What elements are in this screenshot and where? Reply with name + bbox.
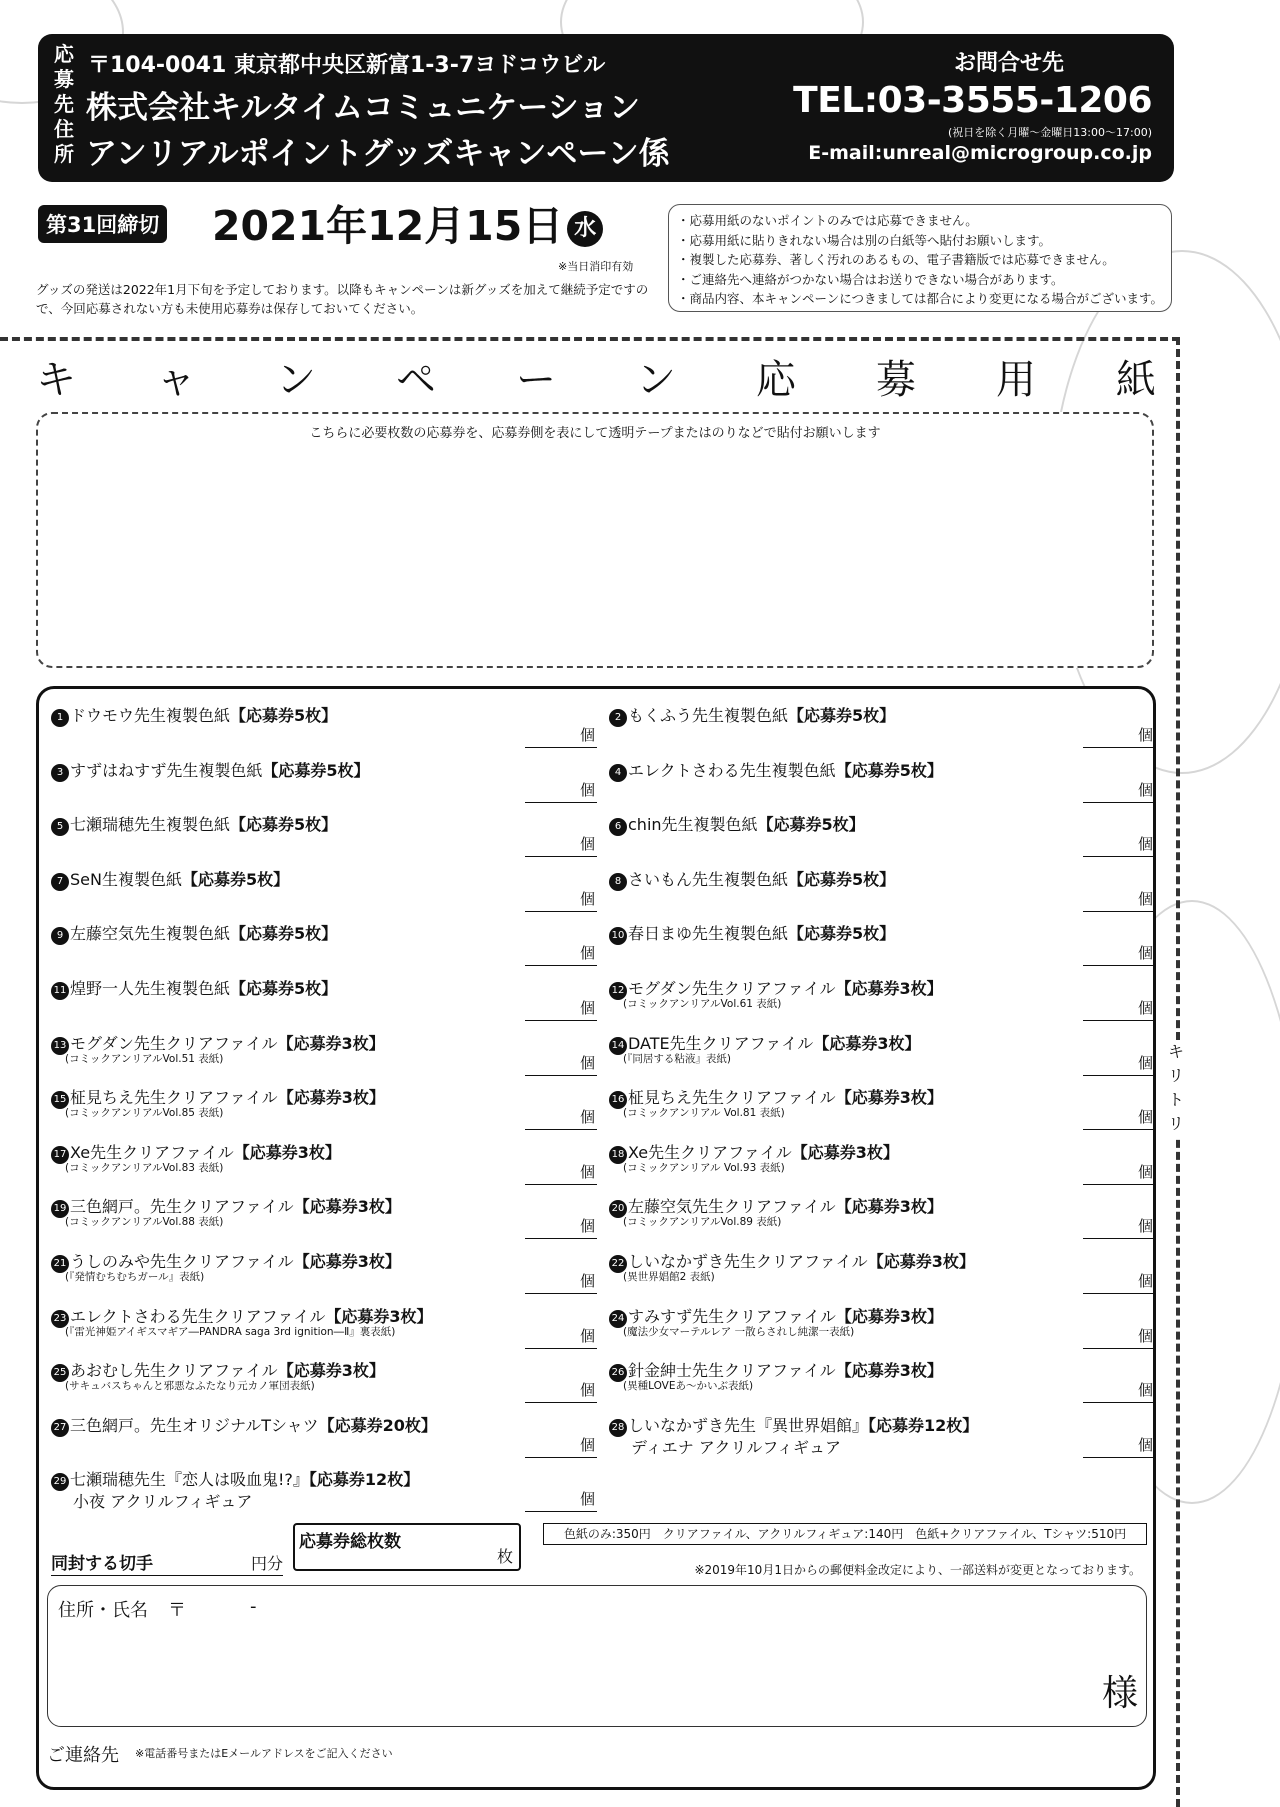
item-name: 柾見ちえ先生クリアファイル	[628, 1088, 836, 1108]
item-number-badge: 7	[51, 873, 69, 891]
list-item	[609, 703, 1153, 755]
item-ticket-count: 【応募券3枚】	[867, 1252, 975, 1271]
quantity-unit: 個	[1137, 889, 1153, 908]
item-number-badge: 17	[51, 1146, 69, 1164]
deadline-date-text: 2021年12月15日	[212, 202, 564, 250]
item-subtitle: (コミックアンリアル Vol.81 表紙)	[623, 1107, 785, 1120]
form-title-char: ー	[516, 357, 556, 403]
list-item	[609, 758, 1153, 810]
ticket-paste-area[interactable]	[36, 412, 1154, 668]
item-subtitle: (『発情むちむちガール』表紙)	[65, 1271, 205, 1283]
item-subtitle: (コミックアンリアルVol.85 表紙)	[65, 1107, 224, 1120]
item-number-badge: 27	[51, 1419, 69, 1437]
quantity-unit: 個	[1137, 1381, 1153, 1400]
stamp-amount-field[interactable]	[51, 1545, 283, 1576]
quantity-field[interactable]	[525, 1160, 597, 1185]
vertical-label-char: 募	[54, 67, 74, 91]
weekday-badge: 水	[567, 211, 603, 247]
item-ticket-count: 【応募券5枚】	[788, 706, 896, 725]
quantity-unit: 個	[579, 1435, 595, 1454]
quantity-unit: 個	[1137, 1108, 1153, 1127]
item-ticket-count: 【応募券5枚】	[230, 924, 338, 944]
stamp-label: 同封する切手	[51, 1554, 153, 1574]
item-name: すみすず先生クリアファイル	[628, 1306, 836, 1326]
item-number-badge: 13	[51, 1037, 69, 1055]
list-item	[51, 703, 595, 755]
quantity-unit: 個	[1137, 1217, 1153, 1236]
item-name: あおむし先生クリアファイル	[70, 1361, 278, 1381]
quantity-field[interactable]	[1083, 723, 1155, 748]
note-line: ・応募用紙のないポイントのみでは応募できません。	[677, 213, 978, 228]
item-number-badge: 25	[51, 1364, 69, 1382]
contact-label: ご連絡先	[47, 1745, 119, 1766]
item-ticket-count: 【応募券3枚】	[293, 1252, 401, 1271]
quantity-field[interactable]	[525, 778, 597, 803]
item-subtitle: (異世界娼館2 表紙)	[623, 1271, 715, 1283]
item-ticket-count: 【応募券5枚】	[230, 706, 338, 725]
postal-dash: -	[250, 1596, 257, 1617]
form-title-char: 紙	[1116, 357, 1156, 403]
quantity-field[interactable]	[1083, 1051, 1155, 1076]
item-number-badge: 21	[51, 1255, 69, 1273]
form-title-char: 募	[876, 357, 916, 403]
item-second-line: ディエナ アクリルフィギュア	[631, 1437, 842, 1457]
postage-note: ※2019年10月1日からの郵便料金改定により、一部送料が変更となっております。	[694, 1563, 1141, 1577]
quantity-field[interactable]	[525, 1433, 597, 1458]
item-name: Xe先生クリアファイル	[628, 1142, 792, 1162]
vertical-label-char: 応	[54, 42, 74, 66]
cut-line-top	[0, 337, 1180, 341]
item-ticket-count: 【応募券3枚】	[835, 1361, 943, 1381]
item-subtitle: (コミックアンリアル Vol.93 表紙)	[623, 1161, 785, 1174]
quantity-unit: 個	[1137, 1326, 1153, 1345]
item-subtitle: (サキュバスちゃんと邪悪なふたなり元カノ軍団表紙)	[65, 1380, 315, 1393]
postage-info: 色紙のみ:350円 クリアファイル、アクリルフィギュア:140円 色紙+クリアファイル、Tシャツ:510円	[543, 1523, 1147, 1545]
list-item	[609, 1358, 1153, 1410]
item-label	[51, 867, 289, 891]
item-number-badge: 12	[609, 982, 627, 1000]
deadline-badge: 第31回締切	[38, 205, 167, 243]
item-label	[51, 758, 369, 782]
list-item	[51, 1358, 595, 1410]
item-ticket-count: 【応募券3枚】	[277, 1088, 385, 1108]
total-tickets-field[interactable]	[293, 1523, 521, 1571]
item-label	[609, 812, 865, 836]
item-name: 柾見ちえ先生クリアファイル	[70, 1088, 278, 1108]
item-number-badge: 11	[51, 982, 69, 1000]
quantity-field[interactable]	[525, 887, 597, 912]
item-number-badge: 14	[609, 1037, 627, 1055]
notes-box	[668, 204, 1172, 312]
list-item	[609, 1304, 1153, 1356]
quantity-unit: 個	[579, 1326, 595, 1345]
quantity-unit: 個	[579, 1217, 595, 1236]
item-ticket-count: 【応募券3枚】	[835, 979, 943, 998]
item-ticket-count: 【応募券5枚】	[835, 760, 943, 780]
postal-address: 〒104-0041 東京都中央区新富1-3-7ヨドコウビル	[88, 53, 606, 78]
item-label	[609, 758, 943, 782]
item-ticket-count: 【応募券3枚】	[791, 1142, 899, 1162]
item-name: DATE先生クリアファイル	[628, 1033, 814, 1053]
list-item	[609, 1140, 1153, 1192]
item-number-badge: 9	[51, 927, 69, 945]
contact-note: ※電話番号またはEメールアドレスをご記入ください	[135, 1747, 393, 1760]
vertical-label-char: 住	[54, 117, 74, 141]
quantity-unit: 個	[1137, 835, 1153, 854]
quantity-field[interactable]	[525, 1378, 597, 1403]
list-item	[609, 976, 1153, 1028]
item-name: SeN生複製色紙	[70, 869, 182, 889]
item-name: 春日まゆ先生複製色紙	[628, 924, 789, 944]
item-ticket-count: 【応募券12枚】	[308, 1470, 420, 1490]
item-number-badge: 19	[51, 1200, 69, 1218]
item-number-badge: 10	[609, 927, 627, 945]
item-ticket-count: 【応募券12枚】	[868, 1415, 979, 1435]
item-number-badge: 4	[609, 764, 627, 782]
quantity-unit: 個	[1137, 726, 1153, 744]
cut-label-char: リ	[1167, 1066, 1184, 1085]
item-name: しいなかずき先生『異世界娼館』	[628, 1415, 869, 1435]
item-ticket-count: 【応募券3枚】	[293, 1197, 401, 1217]
item-name: 三色網戸。先生オリジナルTシャツ	[70, 1415, 319, 1435]
list-item	[609, 1194, 1153, 1246]
quantity-field[interactable]	[1083, 887, 1155, 912]
item-subtitle: (コミックアンリアルVol.89 表紙)	[623, 1216, 782, 1229]
list-item	[51, 867, 595, 919]
note-line: ・応募用紙に貼りきれない場合は別の白紙等へ貼付お願いします。	[677, 232, 1052, 248]
item-subtitle: (『雷光神姫アイギスマギア―PANDRA saga 3rd ignition―Ⅱ』裏表紙)	[65, 1325, 396, 1338]
item-subtitle: (コミックアンリアルVol.51 表紙)	[65, 1052, 224, 1065]
form-title-char: キ	[36, 357, 76, 403]
quantity-unit: 個	[579, 1490, 595, 1509]
item-number-badge: 3	[51, 764, 69, 782]
contact-field[interactable]	[47, 1729, 1145, 1769]
item-number-badge: 28	[609, 1419, 627, 1437]
quantity-field[interactable]	[1083, 941, 1155, 966]
item-number-badge: 26	[609, 1364, 627, 1382]
item-ticket-count: 【応募券3枚】	[835, 1088, 943, 1108]
office-hours: (祝日を除く月曜～金曜日13:00～17:00)	[948, 126, 1152, 139]
quantity-field[interactable]	[525, 996, 597, 1021]
list-item	[609, 1413, 1153, 1465]
item-ticket-count: 【応募券5枚】	[757, 815, 865, 835]
deadline-date	[212, 193, 603, 252]
note-line: ・ご連絡先へ連絡がつかない場合はお送りできない場合があります。	[677, 271, 1064, 287]
item-name: エレクトさわる先生クリアファイル	[70, 1306, 326, 1326]
list-item	[51, 1249, 595, 1301]
item-label	[51, 976, 337, 1000]
quantity-unit: 個	[579, 1108, 595, 1127]
item-name: モグダン先生クリアファイル	[70, 1033, 278, 1053]
item-number-badge: 23	[51, 1310, 69, 1328]
list-item	[609, 1249, 1153, 1301]
item-subtitle: (『同居する粘液』表紙)	[623, 1052, 731, 1065]
list-item	[51, 1413, 595, 1465]
quantity-field[interactable]	[1083, 1160, 1155, 1185]
item-ticket-count: 【応募券20枚】	[318, 1415, 437, 1435]
quantity-field[interactable]	[1083, 1378, 1155, 1403]
postmark-note: ※当日消印有効	[558, 260, 634, 273]
form-title-char: ン	[636, 357, 676, 403]
item-name: 七瀬瑞穂先生『恋人は吸血鬼!?』	[70, 1470, 309, 1490]
item-name: 針金紳士先生クリアファイル	[628, 1361, 836, 1381]
shipping-note: グッズの発送は2022年1月下旬を予定しております。以降もキャンペーンは新グッズを加えて継続予定ですので、今回応募されない方も未使用応募券は保存しておいてください。	[36, 282, 649, 316]
item-label	[609, 703, 895, 727]
item-number-badge: 16	[609, 1091, 627, 1109]
quantity-field[interactable]	[525, 941, 597, 966]
item-subtitle: (コミックアンリアルVol.61 表紙)	[623, 998, 782, 1010]
item-ticket-count: 【応募券3枚】	[325, 1306, 433, 1326]
item-ticket-count: 【応募券3枚】	[835, 1306, 943, 1326]
item-number-badge: 15	[51, 1091, 69, 1109]
quantity-field[interactable]	[525, 1487, 597, 1512]
quantity-unit: 個	[579, 889, 595, 908]
mailing-address-header	[38, 34, 1174, 182]
email-address: E-mail:unreal@microgroup.co.jp	[808, 142, 1152, 164]
item-name: Xe先生クリアファイル	[70, 1142, 234, 1162]
item-name: ドウモウ先生複製色紙	[70, 706, 231, 725]
form-title-char: ン	[276, 357, 316, 403]
item-number-badge: 5	[51, 818, 69, 836]
list-item	[51, 1140, 595, 1192]
list-item	[51, 1304, 595, 1356]
contact-title: お問合せ先	[953, 51, 1064, 76]
item-subtitle: (魔法少女マーテルレア 一散らされし純潔一表紙)	[623, 1325, 855, 1338]
item-label	[609, 867, 895, 891]
item-number-badge: 18	[609, 1146, 627, 1164]
item-label	[51, 1413, 437, 1437]
quantity-unit: 個	[1137, 780, 1153, 799]
item-name: しいなかずき先生クリアファイル	[628, 1252, 868, 1271]
address-label: 住所・氏名	[58, 1600, 148, 1621]
list-item	[51, 976, 595, 1028]
quantity-unit: 個	[579, 835, 595, 854]
quantity-unit: 個	[1137, 1053, 1153, 1072]
item-name: 煌野一人先生複製色紙	[70, 979, 231, 998]
note-line: ・商品内容、本キャンペーンにつきましては都合により変更になる場合がございます。	[677, 291, 1164, 306]
item-label	[51, 1467, 419, 1491]
list-item	[51, 1085, 595, 1137]
item-number-badge: 8	[609, 873, 627, 891]
list-item	[51, 812, 595, 864]
item-name: エレクトさわる先生複製色紙	[628, 760, 836, 780]
item-ticket-count: 【応募券5枚】	[181, 869, 290, 889]
item-number-badge: 6	[609, 818, 627, 836]
address-name-field[interactable]	[47, 1585, 1147, 1727]
quantity-unit: 個	[1137, 1162, 1153, 1181]
quantity-unit: 個	[1137, 1272, 1153, 1290]
item-ticket-count: 【応募券5枚】	[262, 760, 370, 780]
quantity-field[interactable]	[525, 1269, 597, 1294]
quantity-field[interactable]	[525, 1324, 597, 1349]
total-label: 応募券総枚数	[299, 1532, 401, 1552]
list-item	[609, 1031, 1153, 1083]
list-item	[609, 867, 1153, 919]
quantity-unit: 個	[579, 1162, 595, 1181]
paste-instruction: こちらに必要枚数の応募券を、応募券側を表にして透明テープまたはのりなどで貼付お願いします	[309, 426, 881, 441]
cut-label	[1166, 1040, 1186, 1136]
total-unit: 枚	[496, 1547, 513, 1566]
items-list-box	[36, 686, 1156, 1790]
quantity-field[interactable]	[1083, 996, 1155, 1021]
quantity-field[interactable]	[1083, 1433, 1155, 1458]
vertical-label-char: 先	[54, 92, 74, 116]
item-ticket-count: 【応募券3枚】	[277, 1361, 385, 1381]
form-title-char: 応	[756, 357, 796, 403]
telephone-number: TEL:03-3555-1206	[793, 80, 1152, 121]
quantity-field[interactable]	[1083, 1214, 1155, 1239]
item-ticket-count: 【応募券5枚】	[230, 979, 338, 998]
item-name: 左藤空気先生クリアファイル	[628, 1197, 836, 1217]
item-subtitle: (異種LOVEあ～かいぶ表紙)	[623, 1380, 754, 1393]
list-item	[51, 1194, 595, 1246]
quantity-field[interactable]	[1083, 832, 1155, 857]
item-ticket-count: 【応募券5枚】	[788, 869, 896, 889]
quantity-unit: 個	[1137, 1435, 1153, 1454]
item-ticket-count: 【応募券5枚】	[788, 924, 896, 944]
item-label	[51, 921, 337, 945]
department-name: アンリアルポイントグッズキャンペーン係	[86, 136, 670, 172]
list-item	[51, 1031, 595, 1083]
quantity-field[interactable]	[525, 1214, 597, 1239]
postal-mark: 〒	[168, 1600, 186, 1621]
item-number-badge: 1	[51, 709, 69, 727]
item-subtitle: (コミックアンリアルVol.88 表紙)	[65, 1216, 224, 1229]
quantity-field[interactable]	[525, 832, 597, 857]
quantity-field[interactable]	[1083, 1324, 1155, 1349]
list-item	[51, 758, 595, 810]
quantity-field[interactable]	[525, 723, 597, 748]
item-number-badge: 2	[609, 709, 627, 727]
quantity-field[interactable]	[525, 1105, 597, 1130]
item-name: chin先生複製色紙	[628, 815, 758, 835]
item-second-line: 小夜 アクリルフィギュア	[73, 1492, 253, 1512]
item-label	[51, 812, 337, 836]
cut-label-char: キ	[1167, 1042, 1184, 1061]
vertical-label-char: 所	[54, 142, 74, 166]
item-ticket-count: 【応募券5枚】	[230, 815, 338, 835]
item-name: すずはねすず先生複製色紙	[70, 760, 263, 780]
cut-label-char: リ	[1167, 1114, 1184, 1133]
quantity-field[interactable]	[1083, 1269, 1155, 1294]
item-label	[609, 921, 895, 945]
item-ticket-count: 【応募券3枚】	[277, 1033, 385, 1053]
item-label	[609, 1413, 978, 1437]
form-title-char: 用	[996, 357, 1036, 403]
item-name: 左藤空気先生複製色紙	[70, 924, 231, 944]
cut-label-char: ト	[1167, 1090, 1184, 1109]
note-line: ・複製した応募券、著しく汚れのあるもの、電子書籍版では応募できません。	[677, 252, 1115, 267]
item-subtitle: (コミックアンリアルVol.83 表紙)	[65, 1161, 224, 1174]
item-ticket-count: 【応募券3枚】	[813, 1033, 921, 1053]
quantity-unit: 個	[579, 999, 595, 1017]
item-name: 三色網戸。先生クリアファイル	[70, 1197, 294, 1217]
quantity-unit: 個	[579, 780, 595, 799]
company-name: 株式会社キルタイムコミュニケーション	[86, 90, 640, 126]
list-item	[609, 1085, 1153, 1137]
list-item	[609, 812, 1153, 864]
form-title	[36, 348, 1156, 405]
quantity-field[interactable]	[1083, 778, 1155, 803]
form-title-char: ペ	[396, 357, 436, 403]
quantity-field[interactable]	[525, 1051, 597, 1076]
list-item	[51, 921, 595, 973]
quantity-unit: 個	[1137, 999, 1153, 1017]
honorific-sama: 様	[1101, 1673, 1138, 1714]
item-name: モグダン先生クリアファイル	[628, 979, 836, 998]
quantity-field[interactable]	[1083, 1105, 1155, 1130]
stamp-unit: 円分	[250, 1554, 283, 1573]
vertical-label	[52, 42, 76, 167]
quantity-unit: 個	[579, 944, 595, 963]
quantity-unit: 個	[579, 1053, 595, 1072]
item-number-badge: 29	[51, 1473, 69, 1491]
item-name: うしのみや先生クリアファイル	[70, 1252, 294, 1271]
form-title-char: ャ	[156, 357, 196, 403]
list-item	[51, 1467, 595, 1519]
quantity-unit: 個	[1137, 944, 1153, 963]
item-ticket-count: 【応募券3枚】	[233, 1142, 341, 1162]
item-number-badge: 24	[609, 1310, 627, 1328]
item-label	[51, 703, 337, 727]
item-number-badge: 22	[609, 1255, 627, 1273]
quantity-unit: 個	[579, 1381, 595, 1400]
quantity-unit: 個	[579, 726, 595, 744]
item-name: さいもん先生複製色紙	[628, 869, 789, 889]
item-name: もくふう先生複製色紙	[628, 706, 789, 725]
item-name: 七瀬瑞穂先生複製色紙	[70, 815, 231, 835]
quantity-unit: 個	[579, 1272, 595, 1290]
item-ticket-count: 【応募券3枚】	[835, 1197, 943, 1217]
item-number-badge: 20	[609, 1200, 627, 1218]
list-item	[609, 921, 1153, 973]
